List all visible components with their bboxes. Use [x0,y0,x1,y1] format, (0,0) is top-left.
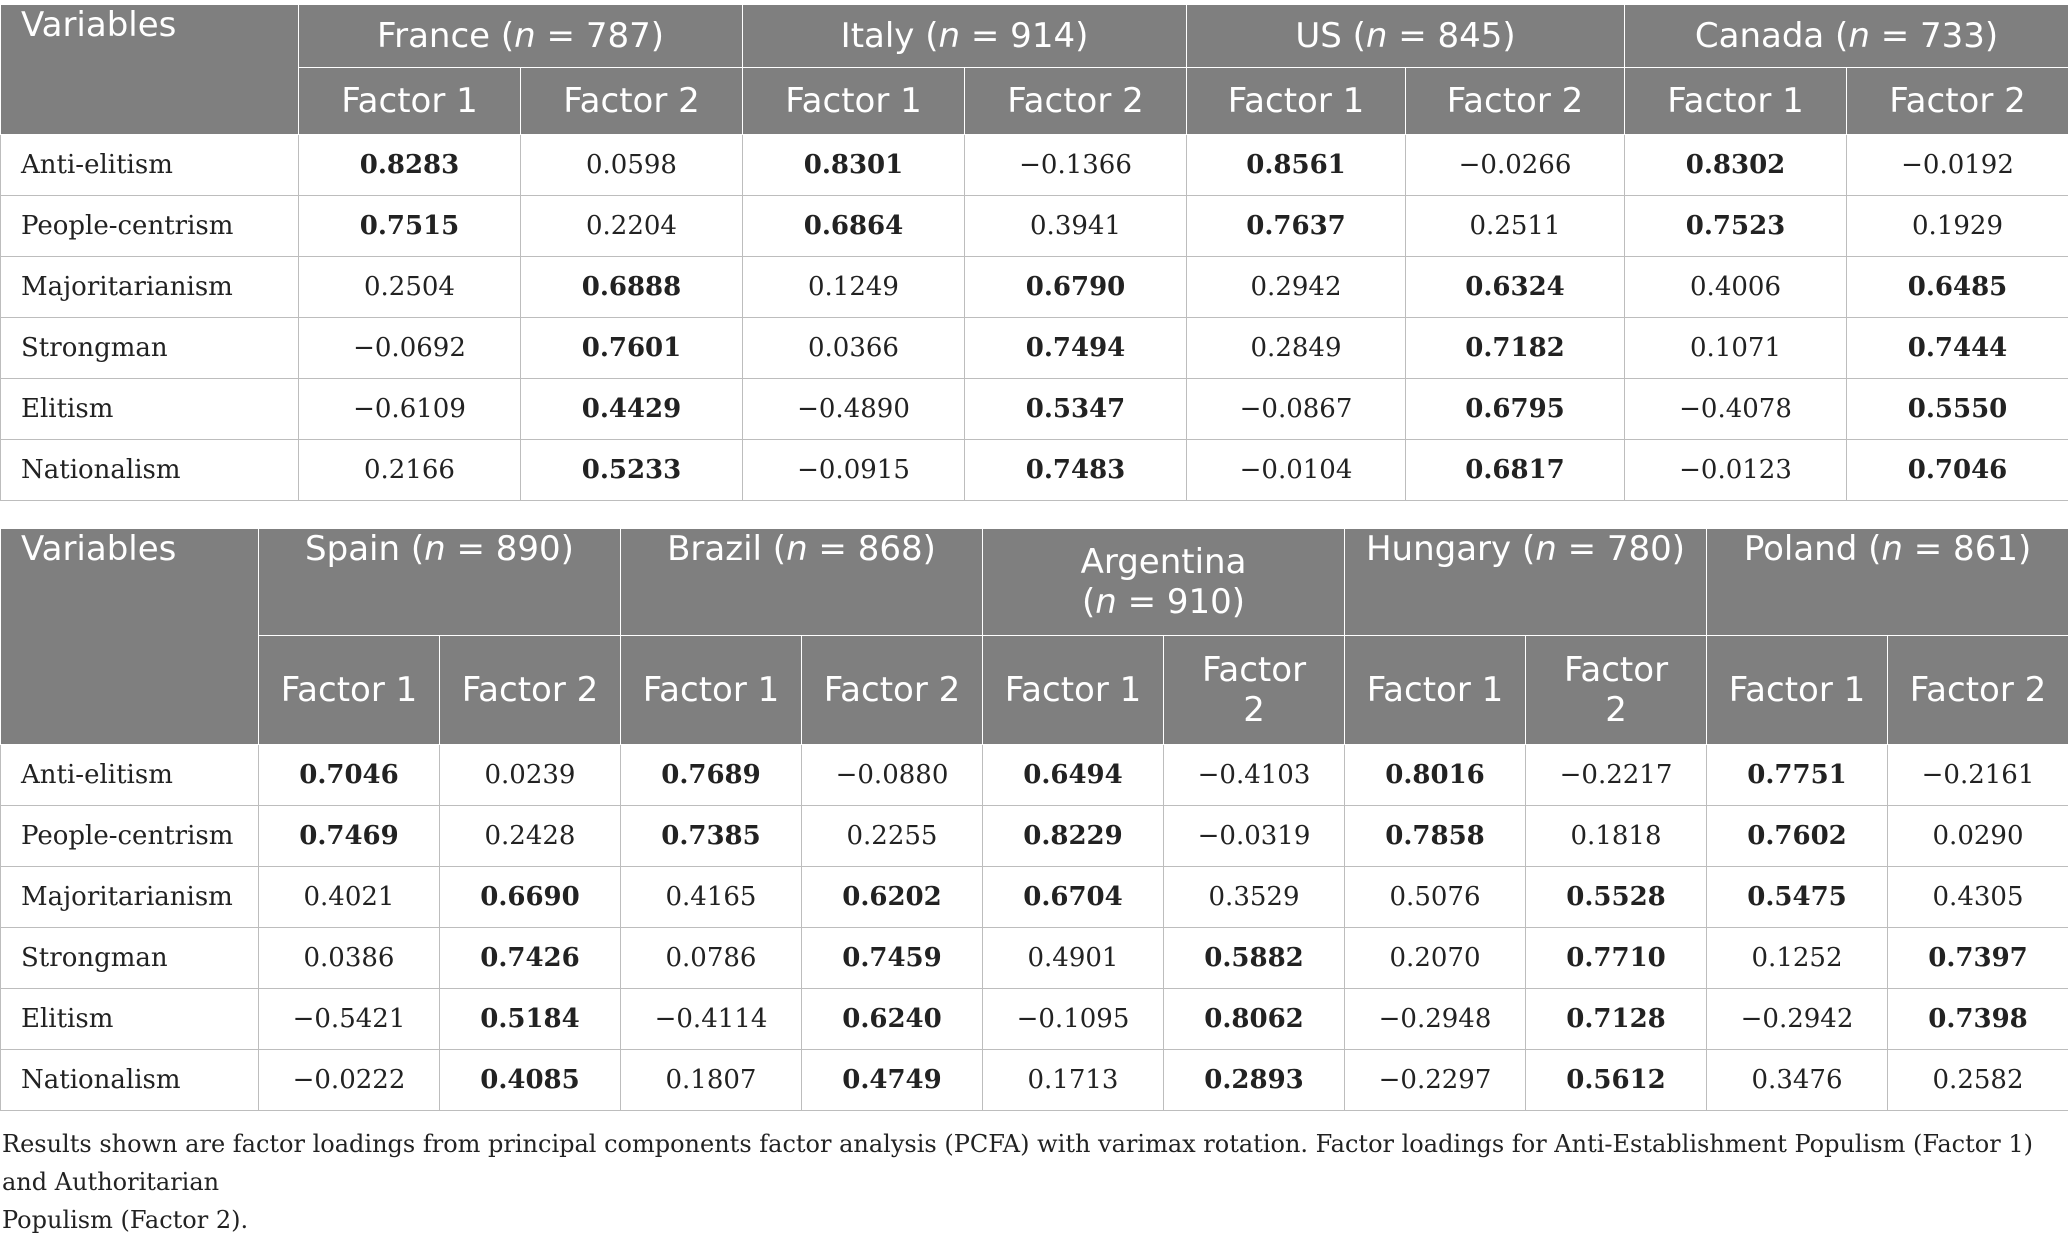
loading-cell: −0.2217 [1526,745,1707,806]
variable-label: Nationalism [1,1050,259,1111]
loading-cell: 0.1818 [1526,806,1707,867]
loading-cell: 0.7858 [1345,806,1526,867]
loading-cell: −0.2948 [1345,989,1526,1050]
loading-cell: 0.4429 [521,379,743,440]
loading-cell: 0.1071 [1625,318,1847,379]
loading-cell: 0.0386 [259,928,440,989]
loading-cell: −0.1095 [983,989,1164,1050]
loading-cell: 0.6240 [802,989,983,1050]
loading-cell: 0.4021 [259,867,440,928]
country-header-spain: Spain (n = 890) [259,529,621,636]
variable-label: Elitism [1,379,299,440]
loading-cell: 0.0239 [440,745,621,806]
country-header-italy: Italy (n = 914) [743,5,1187,68]
variable-label: Nationalism [1,440,299,501]
factor-header: Factor 2 [1888,636,2068,745]
loading-cell: 0.5233 [521,440,743,501]
loading-cell: −0.2942 [1707,989,1888,1050]
table-row [1,440,2068,501]
table-row [1,928,2068,989]
loading-cell: 0.7046 [259,745,440,806]
loading-cell: 0.4749 [802,1050,983,1111]
loading-cell: 0.1713 [983,1050,1164,1111]
loading-cell: 0.7751 [1707,745,1888,806]
loading-cell: 0.2893 [1164,1050,1345,1111]
loading-cell: 0.7601 [521,318,743,379]
loading-cell: 0.4085 [440,1050,621,1111]
loading-cell: −0.0222 [259,1050,440,1111]
loading-cell: −0.4103 [1164,745,1345,806]
loading-cell: 0.7182 [1406,318,1625,379]
loading-cell: 0.3941 [965,196,1187,257]
footnote-line-1: Results shown are factor loadings from principal components factor analysis (PCFA) with varimax rotation. Factor loadings for Anti-Establishment Populism (Factor 1) and Authoritarian [2,1130,2033,1196]
loading-cell: −0.0692 [299,318,521,379]
loading-cell: 0.6485 [1847,257,2068,318]
loading-cell: −0.4078 [1625,379,1847,440]
loading-cell: 0.6790 [965,257,1187,318]
factor-header: Factor 1 [299,68,521,135]
loading-cell: 0.8301 [743,135,965,196]
table-row [1,745,2068,806]
table-row [1,318,2068,379]
loading-cell: 0.4165 [621,867,802,928]
factor-header: Factor 1 [1707,636,1888,745]
loading-cell: 0.0366 [743,318,965,379]
loading-cell: 0.2849 [1187,318,1406,379]
loading-cell: −0.4114 [621,989,802,1050]
loading-cell: 0.3529 [1164,867,1345,928]
loading-cell: 0.7494 [965,318,1187,379]
factor-header: Factor 1 [621,636,802,745]
variable-label: Anti-elitism [1,745,259,806]
table-row [1,989,2068,1050]
table-row [1,196,2068,257]
factor-header: Factor 1 [983,636,1164,745]
loading-cell: 0.7602 [1707,806,1888,867]
loading-cell: 0.6795 [1406,379,1625,440]
page [0,5,2068,1239]
loading-cell: 0.2942 [1187,257,1406,318]
loading-cell: 0.4305 [1888,867,2068,928]
country-header-argentina: Argentina (n = 910) [983,529,1345,636]
factor-header: Factor 2 [1847,68,2068,135]
loading-cell: −0.5421 [259,989,440,1050]
loading-cell: 0.8283 [299,135,521,196]
factor-loadings-table-1 [0,5,2068,501]
loading-cell: 0.2204 [521,196,743,257]
loading-cell: 0.6704 [983,867,1164,928]
factor-header: Factor 2 [965,68,1187,135]
loading-cell: 0.8229 [983,806,1164,867]
factor-header: Factor 1 [259,636,440,745]
loading-cell: 0.4006 [1625,257,1847,318]
loading-cell: 0.7483 [965,440,1187,501]
loading-cell: 0.7637 [1187,196,1406,257]
variable-label: Strongman [1,928,259,989]
footnote-line-2: Populism (Factor 2). [2,1206,248,1234]
loading-cell: 0.2582 [1888,1050,2068,1111]
variable-label: People-centrism [1,196,299,257]
loading-cell: 0.0598 [521,135,743,196]
variable-label: People-centrism [1,806,259,867]
loading-cell: 0.2511 [1406,196,1625,257]
loading-cell: 0.6690 [440,867,621,928]
loading-cell: 0.1252 [1707,928,1888,989]
loading-cell: 0.5184 [440,989,621,1050]
loading-cell: 0.8016 [1345,745,1526,806]
loading-cell: 0.6817 [1406,440,1625,501]
country-header-hungary: Hungary (n = 780) [1345,529,1707,636]
loading-cell: 0.5347 [965,379,1187,440]
loading-cell: 0.7523 [1625,196,1847,257]
factor-header: Factor 1 [743,68,965,135]
loading-cell: 0.2070 [1345,928,1526,989]
variable-label: Elitism [1,989,259,1050]
variable-label: Anti-elitism [1,135,299,196]
factor-header: Factor 2 [1164,636,1345,745]
loading-cell: −0.0915 [743,440,965,501]
loading-cell: 0.7046 [1847,440,2068,501]
loading-cell: 0.7515 [299,196,521,257]
table-row [1,867,2068,928]
loading-cell: 0.6494 [983,745,1164,806]
country-header-france: France (n = 787) [299,5,743,68]
loading-cell: 0.1929 [1847,196,2068,257]
loading-cell: −0.4890 [743,379,965,440]
loading-cell: 0.5076 [1345,867,1526,928]
loading-cell: −0.0192 [1847,135,2068,196]
loading-cell: −0.2297 [1345,1050,1526,1111]
country-header-poland: Poland (n = 861) [1707,529,2068,636]
loading-cell: 0.2166 [299,440,521,501]
table-row [1,257,2068,318]
table-row [1,1050,2068,1111]
table-row [1,135,2068,196]
loading-cell: 0.8561 [1187,135,1406,196]
loading-cell: −0.0867 [1187,379,1406,440]
loading-cell: 0.7385 [621,806,802,867]
loading-cell: −0.6109 [299,379,521,440]
loading-cell: 0.7469 [259,806,440,867]
loading-cell: 0.2504 [299,257,521,318]
loading-cell: 0.7710 [1526,928,1707,989]
factor-header: Factor 2 [1526,636,1707,745]
factor-header: Factor 1 [1187,68,1406,135]
loading-cell: 0.7689 [621,745,802,806]
loading-cell: 0.7426 [440,928,621,989]
loading-cell: −0.0266 [1406,135,1625,196]
loading-cell: 0.2428 [440,806,621,867]
loading-cell: −0.0880 [802,745,983,806]
loading-cell: 0.1807 [621,1050,802,1111]
loading-cell: 0.7397 [1888,928,2068,989]
factor-header: Factor 1 [1345,636,1526,745]
table-row [1,806,2068,867]
loading-cell: 0.4901 [983,928,1164,989]
loading-cell: −0.0123 [1625,440,1847,501]
country-header-us: US (n = 845) [1187,5,1625,68]
loading-cell: −0.2161 [1888,745,2068,806]
loading-cell: 0.5528 [1526,867,1707,928]
loading-cell: 0.6202 [802,867,983,928]
variable-label: Strongman [1,318,299,379]
variable-label: Majoritarianism [1,867,259,928]
loading-cell: −0.0319 [1164,806,1345,867]
loading-cell: 0.5612 [1526,1050,1707,1111]
loading-cell: 0.5550 [1847,379,2068,440]
factor-header: Factor 2 [802,636,983,745]
loading-cell: 0.0290 [1888,806,2068,867]
loading-cell: 0.7398 [1888,989,2068,1050]
loading-cell: 0.5475 [1707,867,1888,928]
country-header-canada: Canada (n = 733) [1625,5,2068,68]
loading-cell: 0.8062 [1164,989,1345,1050]
loading-cell: −0.0104 [1187,440,1406,501]
factor-header: Factor 2 [1406,68,1625,135]
loading-cell: 0.3476 [1707,1050,1888,1111]
variable-label: Majoritarianism [1,257,299,318]
table-row [1,379,2068,440]
loading-cell: 0.7444 [1847,318,2068,379]
country-header-brazil: Brazil (n = 868) [621,529,983,636]
factor-header: Factor 2 [440,636,621,745]
loading-cell: 0.1249 [743,257,965,318]
loading-cell: 0.6324 [1406,257,1625,318]
factor-loadings-table-2 [0,529,2068,1111]
factor-header: Factor 1 [1625,68,1847,135]
loading-cell: 0.7128 [1526,989,1707,1050]
loading-cell: 0.7459 [802,928,983,989]
loading-cell: −0.1366 [965,135,1187,196]
loading-cell: 0.6888 [521,257,743,318]
variables-header: Variables [1,5,299,135]
loading-cell: 0.5882 [1164,928,1345,989]
table-footnote [0,1125,2068,1239]
loading-cell: 0.0786 [621,928,802,989]
variables-header: Variables [1,529,259,745]
loading-cell: 0.2255 [802,806,983,867]
factor-header: Factor 2 [521,68,743,135]
loading-cell: 0.6864 [743,196,965,257]
loading-cell: 0.8302 [1625,135,1847,196]
